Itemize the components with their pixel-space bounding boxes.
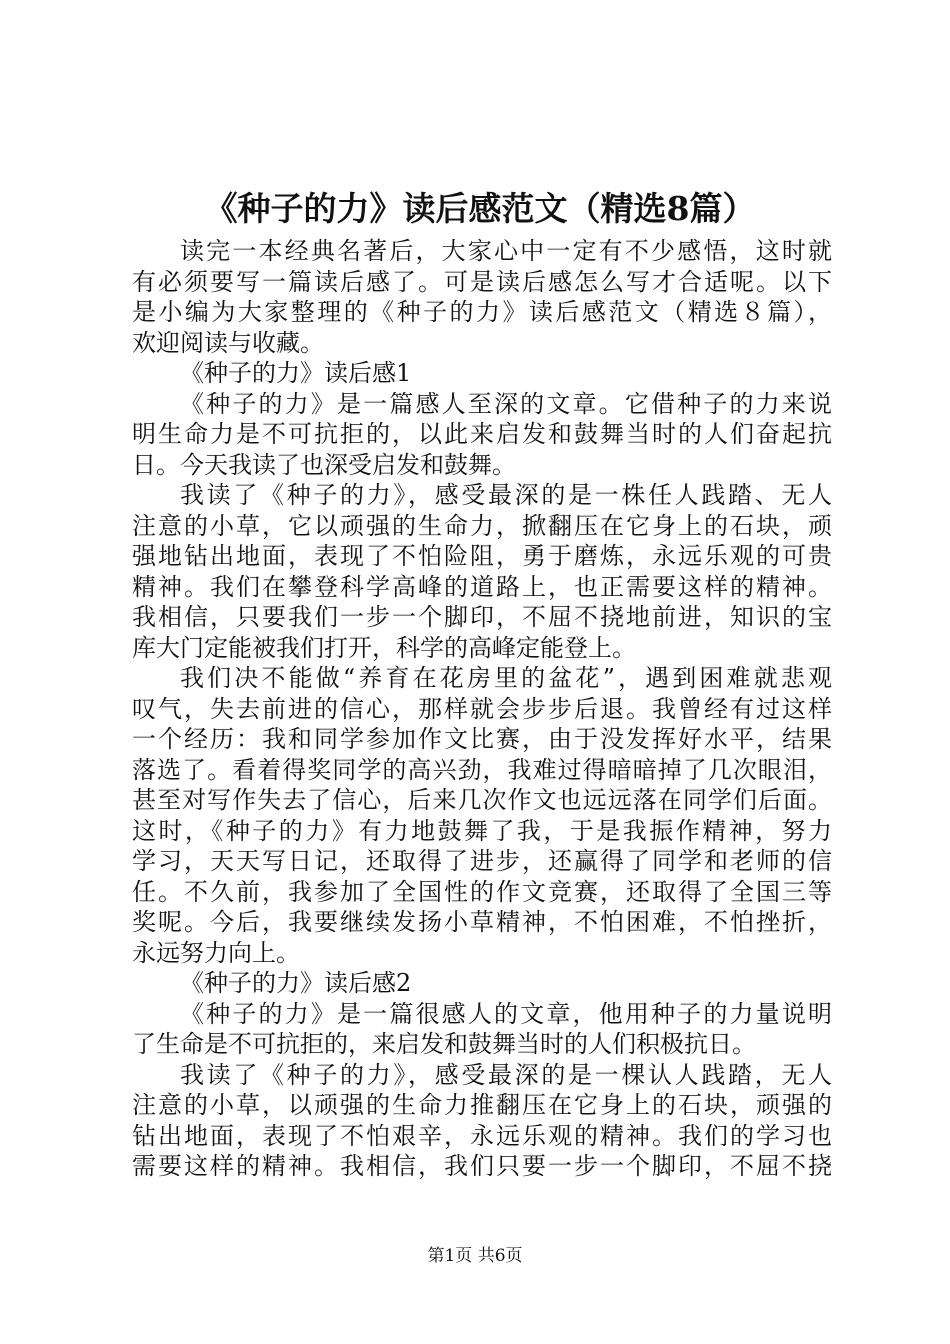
text-line: 是小编为大家整理的《种子的力》读后感范文（精选８篇），	[132, 298, 832, 326]
text-line: 叹气，失去前进的信心，那样就会步步后退。我曾经有过这样	[132, 694, 832, 723]
text-line: 甚至对写作失去了信心，后来几次作文也远远落在同学们后面。	[132, 786, 832, 814]
text-line: 《种子的力》是一篇很感人的文章，他用种子的力量说明	[180, 999, 832, 1028]
text-line: 《种子的力》读后感2	[180, 969, 412, 997]
document-title: 《种子的力》读后感范文（精选8篇）	[204, 189, 756, 228]
text-line: 注意的小草，它以顽强的生命力，掀翻压在它身上的石块，顽	[132, 511, 832, 540]
text-line: 我读了《种子的力》，感受最深的是一棵认人践踏，无人	[180, 1060, 832, 1089]
text-line: 一个经历：我和同学参加作文比赛，由于没发挥好水平，结果	[132, 725, 832, 753]
text-line: 奖呢。今后，我要继续发扬小草精神，不怕困难，不怕挫折，	[132, 908, 832, 936]
text-line: 了生命是不可抗拒的，来启发和鼓舞当时的人们积极抗日。	[132, 1030, 756, 1058]
text-line: 需要这样的精神。我相信，我们只要一步一个脚印，不屈不挠	[132, 1152, 832, 1180]
text-line: 强地钻出地面，表现了不怕险阻，勇于磨炼，永远乐观的可贵	[132, 542, 832, 570]
text-line: 我们决不能做“养育在花房里的盆花”，遇到困难就悲观	[180, 664, 832, 692]
text-line: 我读了《种子的力》，感受最深的是一株任人践踏、无人	[180, 481, 832, 509]
text-line: 《种子的力》读后感1	[180, 359, 412, 387]
text-line: 永远努力向上。	[132, 938, 300, 967]
text-line: 明生命力是不可抗拒的，以此来启发和鼓舞当时的人们奋起抗	[132, 420, 832, 448]
page-footer: 第1页 共6页	[427, 1246, 523, 1266]
text-line: 我相信，只要我们一步一个脚印，不屈不挠地前进，知识的宝	[132, 603, 832, 631]
text-line: 落选了。看着得奖同学的高兴劲，我难过得暗暗掉了几次眼泪，	[132, 755, 832, 784]
text-line: 有必须要写一篇读后感了。可是读后感怎么写才合适呢。以下	[132, 267, 832, 296]
text-line: 日。今天我读了也深受启发和鼓舞。	[132, 450, 516, 479]
text-line: 读完一本经典名著后，大家心中一定有不少感悟，这时就	[180, 237, 832, 265]
document-body	[132, 236, 832, 1182]
text-line: 这时，《种子的力》有力地鼓舞了我，于是我振作精神，努力	[132, 816, 832, 845]
text-line: 注意的小草，以顽强的生命力推翻压在它身上的石块，顽强的	[132, 1091, 832, 1119]
text-line: 学习，天天写日记，还取得了进步，还赢得了同学和老师的信	[132, 847, 832, 875]
text-line: 《种子的力》是一篇感人至深的文章。它借种子的力来说	[180, 389, 832, 418]
text-line: 精神。我们在攀登科学高峰的道路上，也正需要这样的精神。	[132, 572, 832, 601]
text-line: 钻出地面，表现了不怕艰辛，永远乐观的精神。我们的学习也	[132, 1121, 832, 1150]
text-line: 库大门定能被我们打开，科学的高峰定能登上。	[132, 633, 636, 662]
text-line: 欢迎阅读与收藏。	[132, 328, 324, 357]
text-line: 任。不久前，我参加了全国性的作文竞赛，还取得了全国三等	[132, 877, 832, 906]
